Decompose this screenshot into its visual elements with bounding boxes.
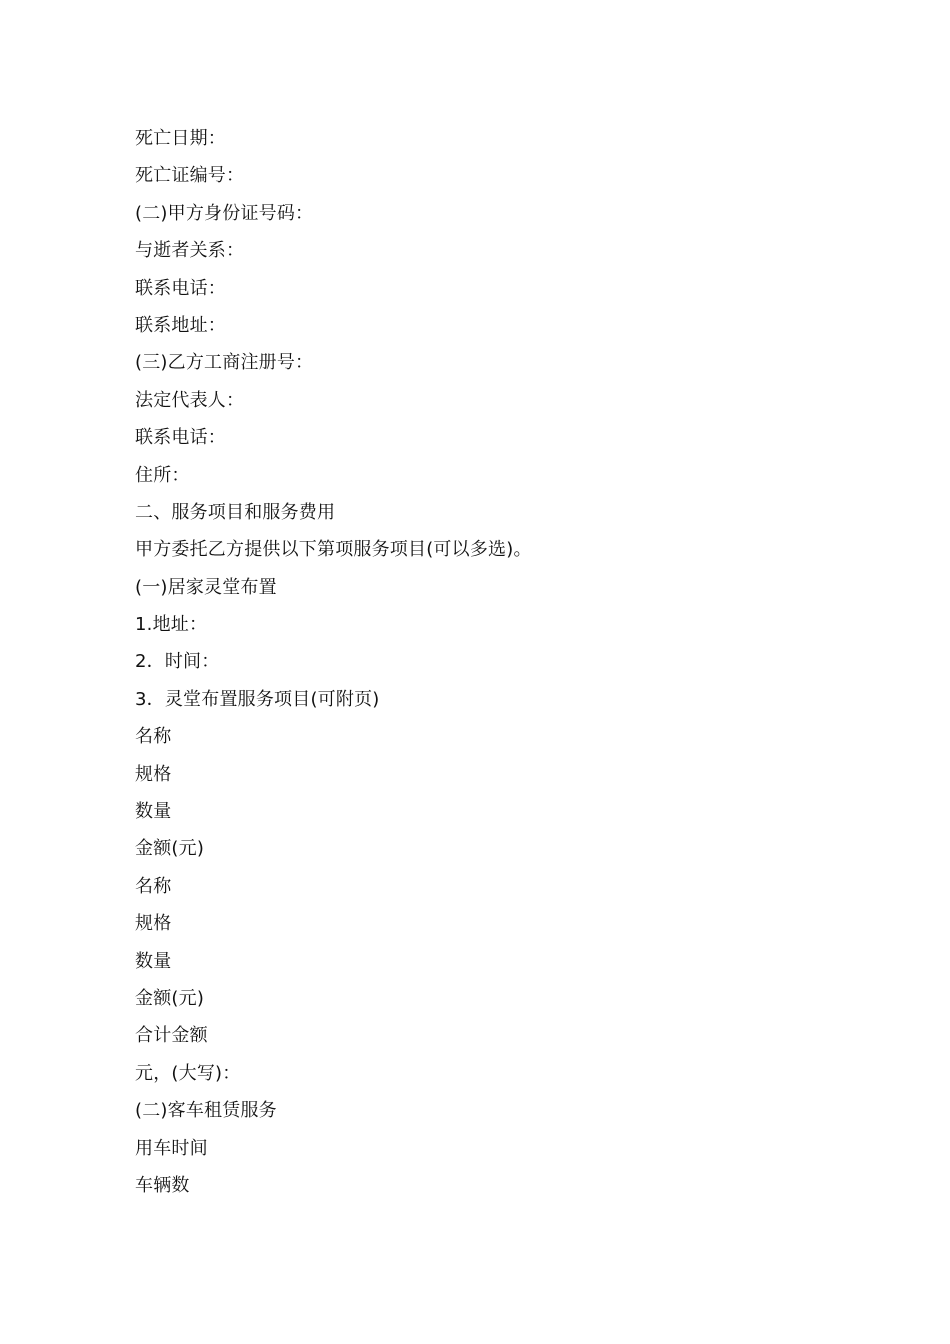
field-amount-in-words: 元，(大写)： bbox=[135, 1062, 241, 1084]
subsection-home-mourning-hall: (一)居家灵堂布置 bbox=[135, 576, 277, 598]
column-specification: 规格 bbox=[135, 913, 172, 935]
field-death-date: 死亡日期： bbox=[135, 128, 226, 149]
column-name: 名称 bbox=[135, 726, 172, 748]
item-hall-service-items: 3．灵堂布置服务项目(可附页) bbox=[135, 688, 380, 710]
field-death-certificate-number: 死亡证编号： bbox=[135, 165, 245, 187]
field-vehicle-usage-time: 用车时间 bbox=[135, 1137, 208, 1159]
subsection-bus-rental-service: (二)客车租赁服务 bbox=[135, 1100, 277, 1122]
column-amount: 金额(元) bbox=[135, 987, 205, 1009]
field-vehicle-count: 车辆数 bbox=[135, 1174, 190, 1196]
field-party-a-address: 联系地址： bbox=[135, 314, 226, 336]
field-party-b-phone: 联系电话： bbox=[135, 427, 226, 449]
column-quantity: 数量 bbox=[135, 950, 172, 972]
field-total-amount: 合计金额 bbox=[135, 1025, 208, 1047]
column-amount: 金额(元) bbox=[135, 838, 205, 860]
field-party-b-residence: 住所： bbox=[135, 464, 190, 486]
item-address: 1.地址： bbox=[135, 614, 208, 636]
item-time: 2．时间： bbox=[135, 651, 220, 673]
field-party-a-phone: 联系电话： bbox=[135, 277, 226, 299]
document-body bbox=[135, 120, 835, 1204]
field-party-b-registration-number: (三)乙方工商注册号： bbox=[135, 352, 314, 374]
field-party-a-id-number: (二)甲方身份证号码： bbox=[135, 202, 314, 224]
paragraph-service-selection: 甲方委托乙方提供以下第项服务项目(可以多选)。 bbox=[135, 539, 532, 561]
column-quantity: 数量 bbox=[135, 801, 172, 823]
field-legal-representative: 法定代表人： bbox=[135, 389, 245, 411]
section-heading-services-and-fees: 二、服务项目和服务费用 bbox=[135, 501, 336, 523]
column-specification: 规格 bbox=[135, 763, 172, 785]
column-name: 名称 bbox=[135, 875, 172, 897]
field-relationship-to-deceased: 与逝者关系： bbox=[135, 240, 245, 262]
